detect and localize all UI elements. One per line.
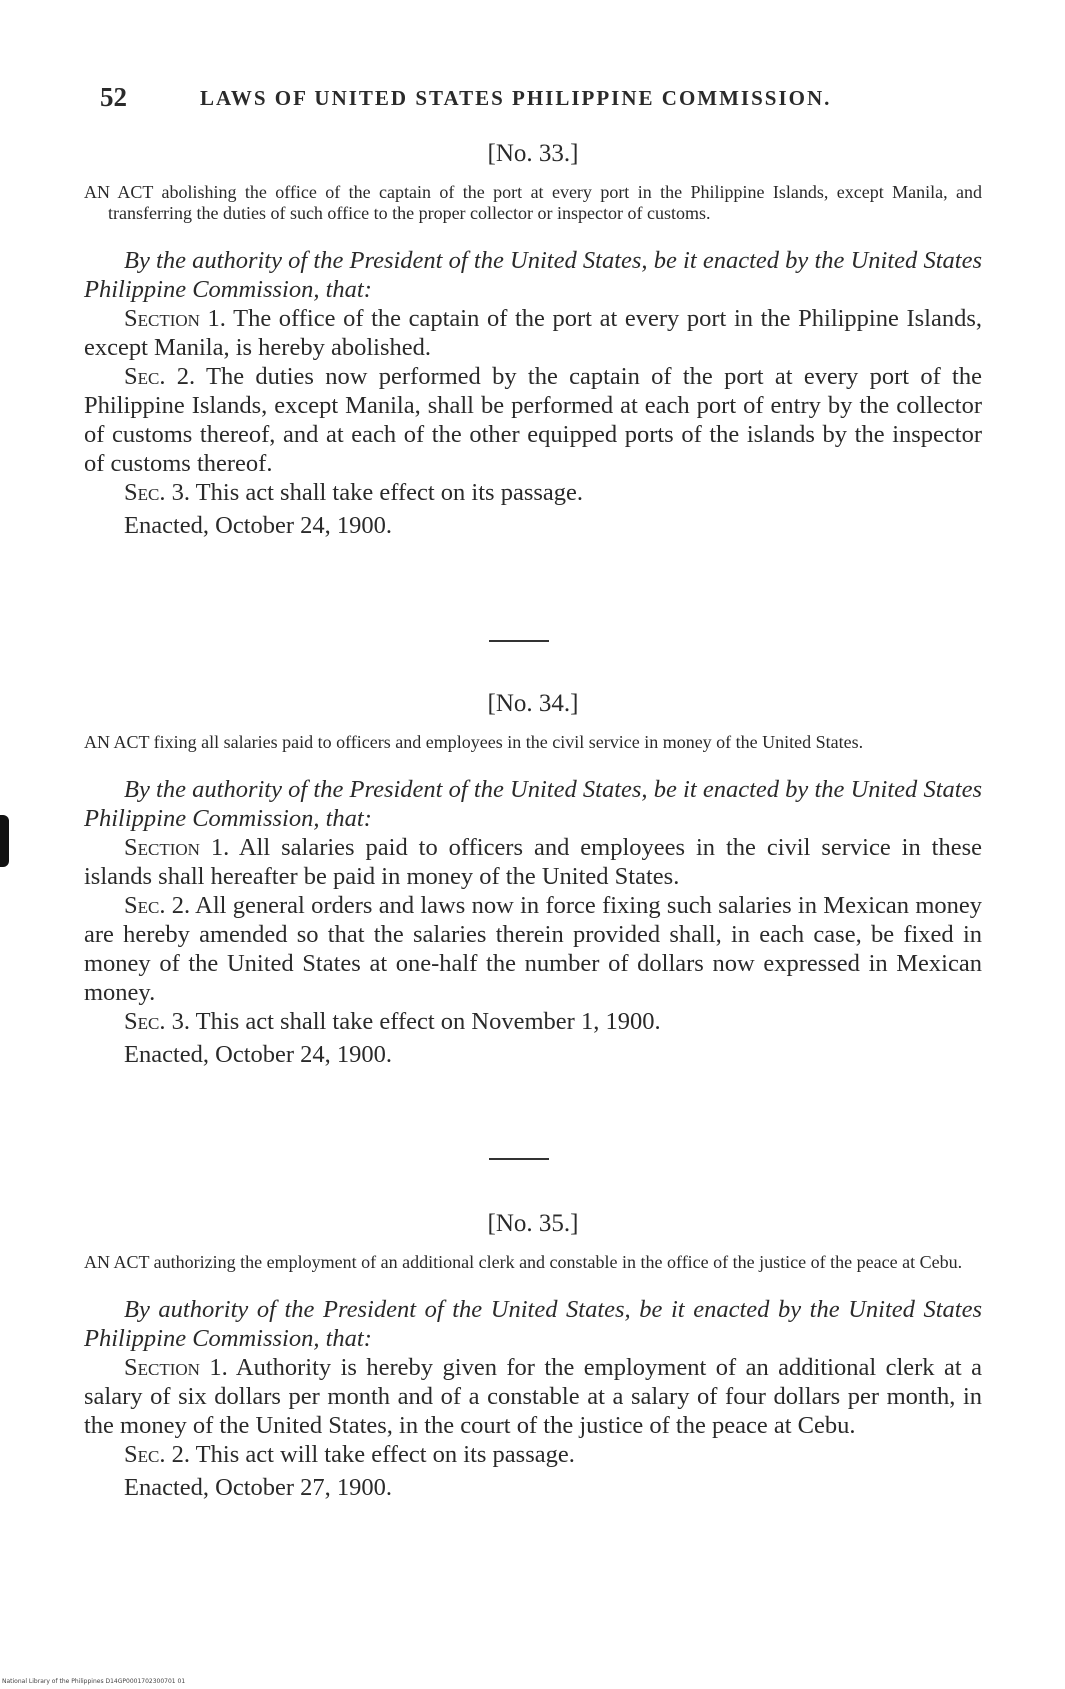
section-text: This act shall take effect on its passage. [195, 479, 584, 506]
section-1 [84, 304, 982, 362]
section-label: Section 1. [124, 305, 226, 332]
section-text: The office of the captain of the port at every port in the Philippine Islands, except Manila, is hereby abolished. [84, 305, 982, 361]
act-33 [84, 140, 982, 541]
page-header [100, 82, 980, 114]
section-label: Sec. 2. [124, 892, 191, 919]
section-text: The duties now performed by the captain of the port at every port of the Philippine Islands, except Manila, shall be performed at each port of entry by the collector of customs thereof, and at each of the other equipped ports of the islands by the inspector of customs thereof. [84, 363, 982, 477]
enacted-date: Enacted, October 24, 1900. [124, 1041, 393, 1068]
section-text: All salaries paid to officers and employees in the civil service in these islands shall hereafter be paid in money of the United States. [84, 834, 982, 890]
section-2 [84, 891, 982, 1007]
section-2 [84, 362, 982, 478]
section-text: All general orders and laws now in force fixing such salaries in Mexican money are hereby amended so that the salaries therein provided shall, in each case, be fixed in money of the United States at one-half the number of dollars now expressed in Mexican money. [84, 892, 982, 1006]
section-2 [84, 1440, 982, 1469]
section-text: This act will take effect on its passage. [195, 1441, 575, 1468]
section-1 [84, 1353, 982, 1440]
act-number: [No. 35.] [487, 1210, 579, 1237]
section-1 [84, 833, 982, 891]
section-text: Authority is hereby given for the employment of an additional clerk at a salary of six dollars per month and of a constable at a salary of four dollars per month, in the money of the United States, in the court of the justice of the peace at Cebu. [84, 1354, 982, 1439]
enacted-date: Enacted, October 24, 1900. [124, 512, 393, 539]
act-number: [No. 34.] [487, 690, 579, 717]
page-number: 52 [100, 82, 127, 112]
section-label: Sec. 3. [124, 479, 190, 506]
section-label: Section 1. [124, 834, 230, 861]
act-34 [84, 690, 982, 1070]
section-label: Sec. 2. [124, 1441, 190, 1468]
running-title: LAWS OF UNITED STATES PHILIPPINE COMMISSION. [200, 86, 832, 110]
binding-mark [0, 815, 9, 867]
section-divider [489, 1158, 549, 1160]
act-title: AN ACT abolishing the office of the captain of the port at every port in the Philippine Islands, except Manila, and transferring the duties of such office to the proper collector or inspector of customs. [84, 182, 982, 223]
enacting-clause: By the authority of the President of the United States, be it enacted by the United States Philippine Commission, that: [84, 776, 982, 832]
enacted-date: Enacted, October 27, 1900. [124, 1474, 393, 1501]
section-label: Sec. 3. [124, 1008, 190, 1035]
act-title: AN ACT authorizing the employment of an additional clerk and constable in the office of the justice of the peace at Cebu. [84, 1252, 963, 1272]
section-text: This act shall take effect on November 1, 1900. [195, 1008, 661, 1035]
scan-footer-note: National Library of the Philippines D14GP0001702300701 01 [2, 1678, 186, 1685]
section-divider [489, 640, 549, 642]
enacting-clause: By the authority of the President of the United States, be it enacted by the United States Philippine Commission, that: [84, 247, 982, 303]
act-title: AN ACT fixing all salaries paid to officers and employees in the civil service in money of the United States. [84, 732, 864, 752]
enacting-clause: By authority of the President of the United States, be it enacted by the United States Philippine Commission, that: [84, 1296, 982, 1352]
section-3 [84, 478, 982, 507]
act-35 [84, 1210, 982, 1503]
act-number: [No. 33.] [487, 140, 579, 167]
section-label: Sec. 2. [124, 363, 196, 390]
section-label: Section 1. [124, 1354, 228, 1381]
section-3 [84, 1007, 982, 1036]
